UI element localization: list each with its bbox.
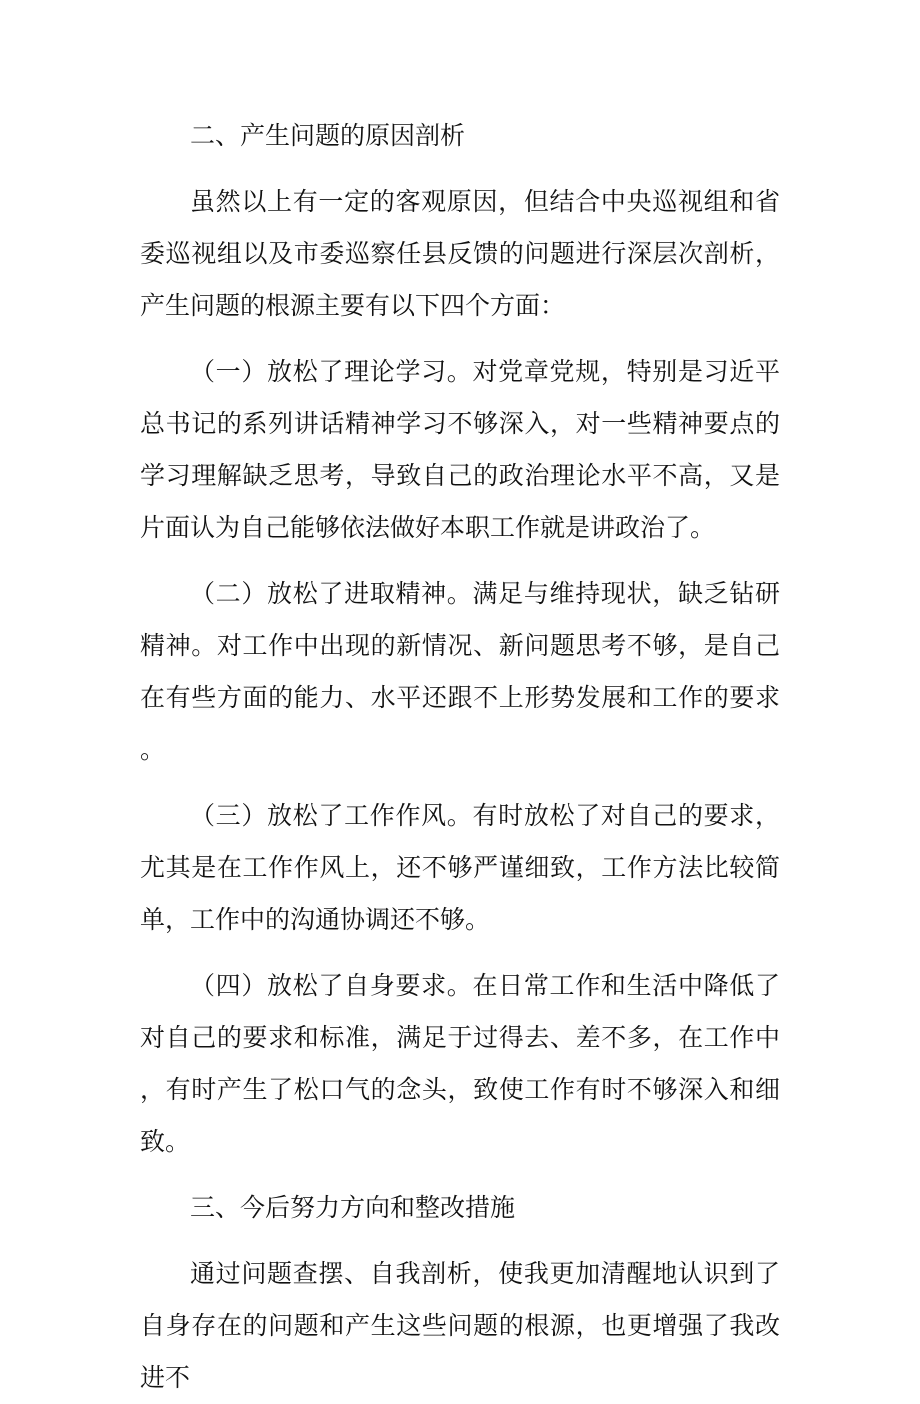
section-heading-causes: 二、产生问题的原因剖析 [190,121,466,150]
paragraph-item-2: （二）放松了进取精神。满足与维持现状，缺乏钻研精神。对工作中出现的新情况、新问题思考不够，是自己在有些方面的能力、水平还跟不上形势发展和工作的要求。 [140,579,780,764]
paragraph-item-4: （四）放松了自身要求。在日常工作和生活中降低了对自己的要求和标准，满足于过得去、差不多，在工作中，有时产生了松口气的念头，致使工作有时不够深入和细致。 [140,971,780,1156]
paragraph-item-3: （三）放松了工作作风。有时放松了对自己的要求，尤其是在工作作风上，还不够严谨细致，工作方法比较简单，工作中的沟通协调还不够。 [140,801,780,934]
paragraph-measures-intro: 通过问题查摆、自我剖析，使我更加清醒地认识到了自身存在的问题和产生这些问题的根源，也更增强了我改进不 [140,1259,780,1392]
paragraph-intro: 虽然以上有一定的客观原因，但结合中央巡视组和省委巡视组以及市委巡察任县反馈的问题进行深层次剖析，产生问题的根源主要有以下四个方面： [140,187,780,320]
section-heading-measures: 三、今后努力方向和整改措施 [190,1193,516,1222]
paragraph-item-1: （一）放松了理论学习。对党章党规，特别是习近平总书记的系列讲话精神学习不够深入，对一些精神要点的学习理解缺乏思考，导致自己的政治理论水平不高，又是片面认为自己能够依法做好本职工作就是讲政治了。 [140,357,780,542]
